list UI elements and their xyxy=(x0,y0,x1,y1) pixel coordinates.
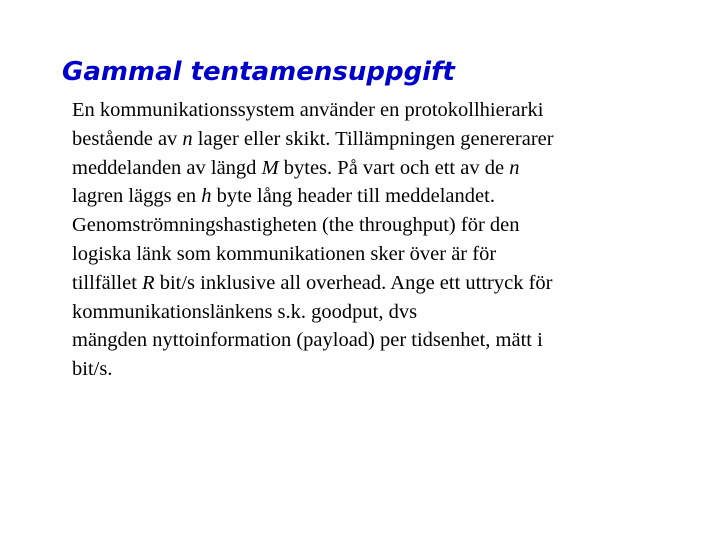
text-segment: bytes. På vart och ett av de xyxy=(278,156,510,179)
text-segment: byte lång header till meddelandet. xyxy=(211,185,495,208)
text-segment: logiska länk som kommunikationen sker över är för xyxy=(72,242,497,265)
variable-R: R xyxy=(142,271,155,294)
text-segment: En kommunikationssystem använder en protokollhierarki xyxy=(72,99,544,121)
text-line-2 xyxy=(72,125,712,154)
variable-h: h xyxy=(201,185,212,208)
text-line-8 xyxy=(72,298,712,327)
text-segment: bestående av xyxy=(72,127,183,150)
text-segment: meddelanden av längd xyxy=(72,156,262,179)
text-segment: lagren läggs en xyxy=(72,185,202,208)
text-line-7 xyxy=(72,269,712,298)
text-segment: mängden nyttoinformation (payload) per tidsenhet, mätt i xyxy=(72,329,543,352)
text-segment: tillfället xyxy=(72,271,143,294)
variable-n: n xyxy=(509,156,520,179)
text-line-5 xyxy=(72,211,712,240)
text-segment: Genomströmningshastigheten (the throughput) för den xyxy=(72,214,520,237)
text-line-1 xyxy=(72,96,712,125)
problem-text xyxy=(72,96,712,384)
text-segment: kommunikationslänkens s.k. goodput, dvs xyxy=(72,300,418,323)
variable-M: M xyxy=(261,156,279,179)
text-segment: lager eller skikt. Tillämpningen genererarer xyxy=(192,127,554,150)
text-line-6 xyxy=(72,240,712,269)
text-line-10 xyxy=(72,355,712,384)
text-line-9 xyxy=(72,326,712,355)
variable-n: n xyxy=(182,127,193,150)
text-line-4 xyxy=(72,182,712,211)
text-segment: bit/s. xyxy=(72,358,113,381)
text-line-3 xyxy=(72,154,712,183)
text-segment: bit/s inklusive all overhead. Ange ett uttryck för xyxy=(154,271,553,294)
slide-title: Gammal tentamensuppgift xyxy=(62,57,455,87)
